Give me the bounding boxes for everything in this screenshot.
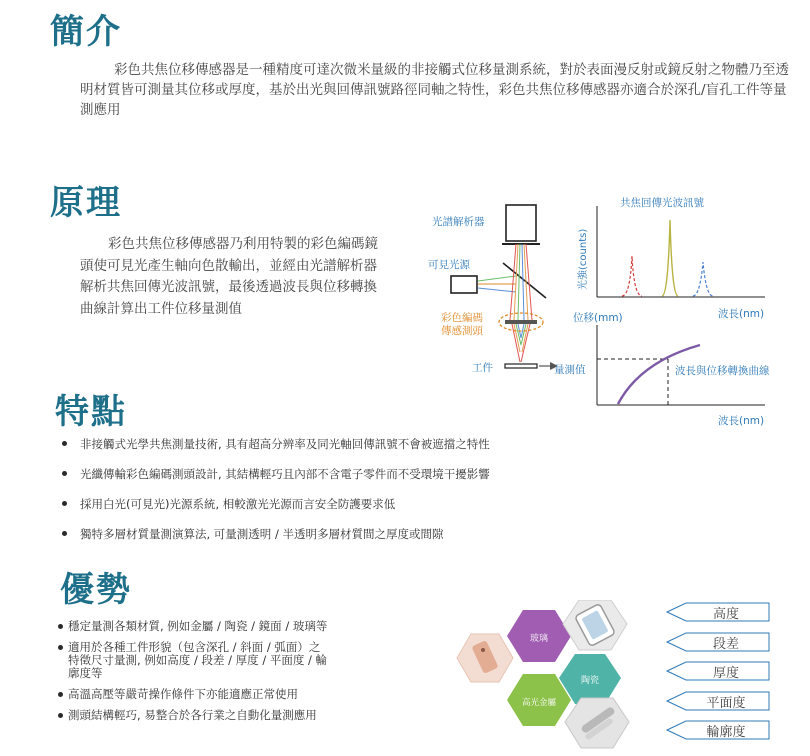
intensity-axis-label: 光強(counts) [578, 228, 589, 290]
conversion-chart [554, 311, 770, 427]
peak-green [662, 220, 678, 296]
list-item: 穩定量測各類材質, 例如金屬 / 陶瓷 / 鏡面 / 玻璃等 [58, 620, 398, 633]
displacement-axis-label: 位移(mm) [573, 312, 623, 324]
advantages-title: 優勢 [60, 570, 132, 610]
signal-title: 共焦回傳光波訊號 [620, 197, 704, 209]
intro-title: 簡介 [50, 12, 122, 52]
bullet-icon [62, 501, 67, 506]
list-item: 非接觸式光學共焦測量技術, 具有超高分辨率及同光軸回傳訊號不會被遮擋之特性 [58, 436, 678, 452]
measured-value-label: 量測值 [554, 364, 586, 376]
lens [505, 320, 537, 324]
bullet-icon [58, 692, 63, 697]
wavelength-axis-label-2: 波長(nm) [718, 415, 765, 427]
list-item: 高溫高壓等嚴苛操作條件下亦能適應正常使用 [58, 688, 398, 701]
material-glass-label: 玻璃 [529, 634, 549, 644]
advantages-list [58, 620, 398, 722]
bullet-icon [62, 441, 67, 446]
spectrometer-label: 光譜解析器 [432, 216, 485, 228]
light-source-label: 可見光源 [428, 259, 470, 271]
workpiece-label: 工件 [472, 362, 493, 374]
workpiece [505, 364, 537, 368]
list-item: 測頭結構輕巧, 易整合於各行業之自動化量測應用 [58, 709, 398, 722]
features-list [58, 436, 678, 542]
peak-red [622, 256, 642, 296]
wavelength-axis-label-1: 波長(nm) [718, 308, 765, 320]
lens-label-2: 傳感測頭 [441, 325, 483, 337]
bullet-icon [58, 645, 63, 650]
materials-cluster [455, 600, 655, 750]
tag-thickness: 厚度 [666, 661, 770, 681]
tag-flatness: 平面度 [666, 691, 770, 711]
spectrometer-box [506, 205, 536, 241]
curve-label: 波長與位移轉換曲線 [675, 365, 770, 377]
light-source-box [451, 276, 477, 293]
lens-label-1: 彩色編碼 [441, 312, 483, 324]
bullet-icon [58, 624, 63, 629]
principle-body: 彩色共焦位移傳感器乃利用特製的彩色編碼鏡頭使可見光產生軸向色散輸出，並經由光譜解析器解析共焦回傳光波訊號，最後透過波長與位移轉換曲線計算出工件位移量測值 [80, 236, 378, 317]
list-item: 採用白光(可見光)光源系統, 相較激光光源而言安全防護要求低 [58, 496, 678, 512]
tag-profile: 輪廓度 [666, 720, 770, 740]
list-item: 適用於各種工件形貌（包含深孔 / 斜面 / 弧面）之 特徵尺寸量測, 例如高度 / 段差 / 厚度 / 平面度 / 輪 廓度等 [58, 641, 398, 680]
principle-title: 原理 [50, 183, 122, 223]
tag-step: 段差 [666, 632, 770, 652]
peak-blue [693, 262, 713, 296]
list-item: 獨特多層材質量測演算法, 可量測透明 / 半透明多層材質間之厚度或間隙 [58, 526, 678, 542]
bullet-icon [62, 531, 67, 536]
intro-body: 彩色共焦位移傳感器是一種精度可達次微米量級的非接觸式位移量測系統，對於表面漫反射或鏡反射之物體乃至透明材質皆可測量其位移或厚度，基於出光與回傳訊號路徑同軸之特性，彩色共焦位移傳感器亦適合於深孔/盲孔工件等量測應用 [80, 62, 789, 118]
measurement-tags [666, 602, 770, 750]
list-item: 光纖傳輸彩色編碼測頭設計, 其結構輕巧且內部不含電子零件而不受環境干擾影響 [58, 466, 678, 482]
bullet-icon [58, 713, 63, 718]
features-title: 特點 [55, 392, 127, 432]
signal-chart [576, 196, 765, 320]
material-ceramic-label: 陶瓷 [580, 676, 600, 686]
material-metal-label: 高光金屬 [521, 698, 557, 708]
tag-height: 高度 [666, 602, 770, 622]
optical-path [428, 205, 558, 374]
bullet-icon [62, 471, 67, 476]
